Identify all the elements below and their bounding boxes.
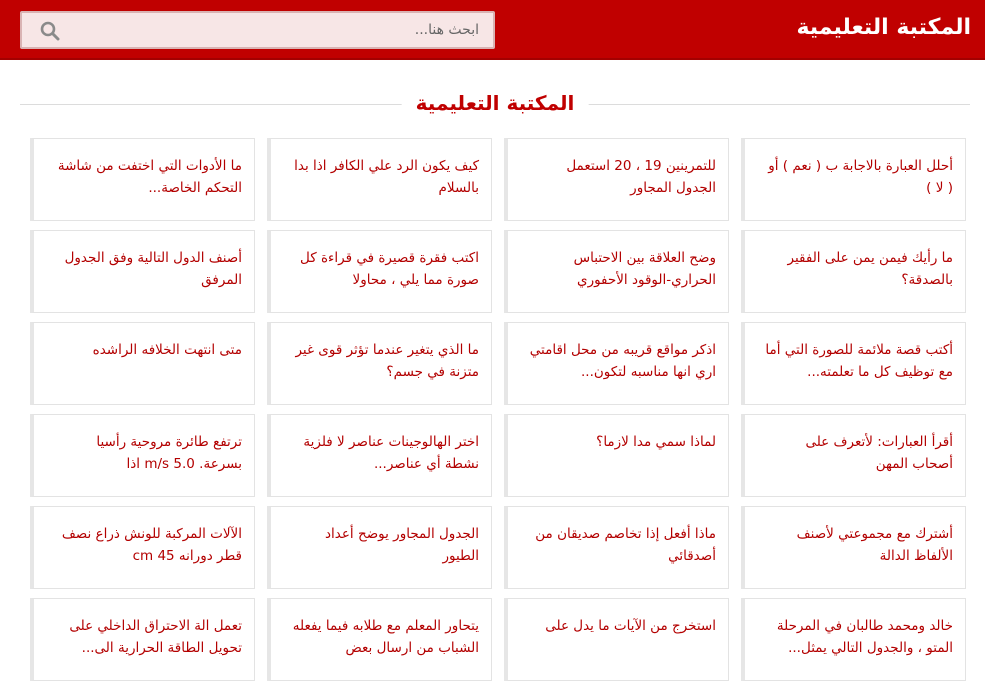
question-link[interactable]: استخرج من الآيات ما يدل على [545,618,716,634]
question-card[interactable] [267,506,492,589]
question-link[interactable]: ما الأدوات التي اختفت من شاشة التحكم الخاصة... [57,158,242,196]
search-icon[interactable] [40,21,60,41]
question-card[interactable] [741,138,966,221]
site-title[interactable]: المكتبة التعليمية [796,15,971,40]
question-link[interactable]: ما الذي يتغير عندما تؤثر قوى غير متزنة في جسم؟ [295,342,479,380]
question-link[interactable]: وضح العلاقة بين الاحتباس الحراري-الوقود الأحفوري [573,250,716,288]
search-input[interactable] [73,13,493,47]
question-card[interactable] [30,138,255,221]
section-title: المكتبة التعليمية [402,88,589,118]
question-card[interactable] [741,414,966,497]
question-card[interactable] [741,598,966,681]
question-link[interactable]: ماذا أفعل إذا تخاصم صديقان من أصدقائي [535,526,716,564]
question-link[interactable]: اختر الهالوجينات عناصر لا فلزية نشطة أي عناصر... [303,434,479,472]
questions-grid [24,138,966,692]
question-card[interactable] [504,322,729,405]
question-link[interactable]: الجدول المجاور يوضح أعداد الطيور [325,526,479,564]
question-link[interactable]: ترتفع طائرة مروحية رأسيا بسرعة. 5.0 m/s اذا [96,434,242,472]
question-card[interactable] [30,322,255,405]
question-link[interactable]: كيف يكون الرد علي الكافر اذا بدا بالسلام [294,158,479,196]
question-card[interactable] [504,138,729,221]
section-heading [20,88,970,118]
question-link[interactable]: للتمرينين 19 ، 20 استعمل الجدول المجاور [566,158,716,196]
question-link[interactable]: أصنف الدول التالية وفق الجدول المرفق [64,250,242,288]
search-box [20,11,495,49]
question-card[interactable] [741,506,966,589]
question-card[interactable] [267,138,492,221]
question-link[interactable]: تعمل الة الاحتراق الداخلي على تحويل الطاقة الحرارية الى... [69,618,242,656]
question-link[interactable]: أقرأ العبارات: لأتعرف على أصحاب المهن [805,434,953,472]
question-card[interactable] [30,414,255,497]
question-card[interactable] [504,506,729,589]
question-card[interactable] [741,322,966,405]
question-card[interactable] [30,598,255,681]
question-card[interactable] [267,230,492,313]
question-card[interactable] [30,230,255,313]
question-link[interactable]: أحلل العبارة بالاجابة ب ( نعم ) أو ( لا ) [768,158,953,196]
question-card[interactable] [504,598,729,681]
question-link[interactable]: الآلات المركبة للونش ذراع نصف قطر دورانه 45 cm [61,526,242,564]
question-link[interactable]: أشترك مع مجموعتي لأصنف الألفاظ الدالة [796,526,953,564]
question-link[interactable]: اذكر مواقع قريبه من محل اقامتي اري انها مناسبه لتكون... [529,342,716,380]
site-header [0,0,985,60]
question-link[interactable]: لماذا سمي مدا لازما؟ [596,434,716,450]
question-link[interactable]: خالد ومحمد طالبان في المرحلة المتو ، والجدول التالي يمثل... [776,618,953,656]
question-link[interactable]: ما رأيك فيمن يمن على الفقير بالصدقة؟ [787,250,953,288]
question-card[interactable] [30,506,255,589]
question-link[interactable]: اكتب فقرة قصيرة في قراءة كل صورة مما يلي ، محاولا [300,250,479,288]
question-card[interactable] [504,230,729,313]
question-card[interactable] [267,414,492,497]
question-card[interactable] [267,322,492,405]
question-card[interactable] [741,230,966,313]
question-card[interactable] [504,414,729,497]
question-card[interactable] [267,598,492,681]
question-link[interactable]: يتحاور المعلم مع طلابه فيما يفعله الشباب من ارسال بعض [292,618,479,656]
question-link[interactable]: متى انتهت الخلافه الراشده [92,342,242,358]
question-link[interactable]: أكتب قصة ملائمة للصورة التي أما مع توظيف كل ما تعلمته... [765,342,953,380]
